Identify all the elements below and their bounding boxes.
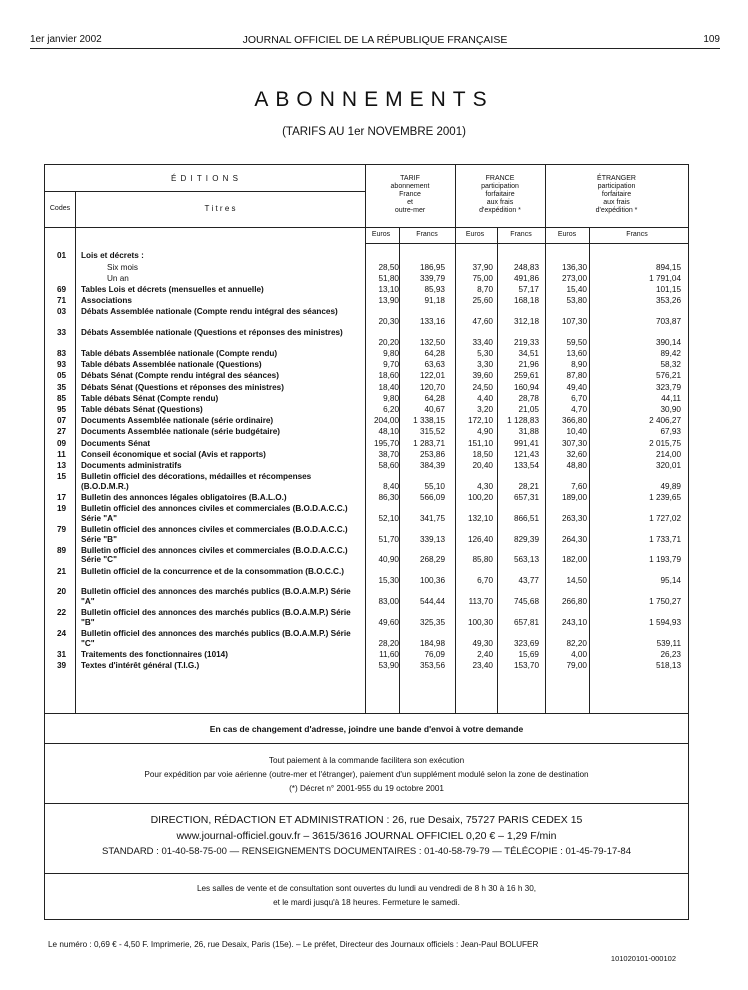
row-value: 339,13 <box>419 534 445 544</box>
row-title: Débats Assemblée nationale (Compte rendu intégral des séances) <box>81 307 338 317</box>
row-value: 4,90 <box>477 427 493 437</box>
editions-rule <box>45 191 365 192</box>
row-value: 539,11 <box>656 638 681 648</box>
row-value: 82,20 <box>566 638 587 648</box>
row-title: Débats Sénat (Questions et réponses des ministres) <box>81 382 284 392</box>
table-row <box>45 546 688 567</box>
row-value: 1 128,83 <box>507 416 539 426</box>
row-value: 160,94 <box>513 382 539 392</box>
row-value: 1 750,27 <box>649 596 681 606</box>
row-value: 51,70 <box>378 534 399 544</box>
row-value: 323,79 <box>655 382 681 392</box>
row-value: 195,70 <box>373 438 399 448</box>
etranger-header: ÉTRANGER participation forfaitaire aux frais d'expédition * <box>595 175 638 214</box>
row-value: 120,70 <box>419 382 445 392</box>
row-value: 64,28 <box>424 393 445 403</box>
row-title: Bulletin officiel de la concurrence et de la consommation (B.O.C.C.) <box>81 566 344 576</box>
row-value: 353,26 <box>655 296 681 306</box>
row-value: 126,40 <box>467 534 493 544</box>
row-value: 1 791,04 <box>649 273 681 283</box>
row-value: 64,28 <box>424 349 445 358</box>
codes-label: Codes <box>49 205 71 212</box>
row-value: 49,60 <box>378 617 399 627</box>
row-value: 268,29 <box>419 555 445 565</box>
row-value: 100,36 <box>419 576 445 586</box>
table-row <box>45 567 688 588</box>
row-value: 2 015,75 <box>649 438 681 448</box>
table-row <box>45 274 688 285</box>
row-value: 339,79 <box>419 273 445 283</box>
row-value: 184,98 <box>419 638 445 648</box>
row-value: 91,18 <box>424 296 445 306</box>
row-value: 30,90 <box>660 405 681 414</box>
row-value: 24,50 <box>472 382 493 392</box>
row-value: 59,50 <box>566 337 587 347</box>
row-value: 263,30 <box>561 513 587 523</box>
row-code: 33 <box>56 328 67 338</box>
row-value: 39,60 <box>472 371 493 381</box>
table-row <box>45 394 688 405</box>
row-value: 390,14 <box>655 337 681 347</box>
sales-line: Les salles de vente et de consultation sont ouvertes du lundi au vendredi de 8 h 30 à 16 h 30, <box>196 884 537 893</box>
row-value: 11,60 <box>379 649 399 659</box>
row-value: 48,10 <box>378 427 399 437</box>
row-value: 79,00 <box>566 661 587 670</box>
row-value: 43,77 <box>518 576 539 586</box>
currency-label: Euros <box>371 231 391 238</box>
row-code: 13 <box>56 461 67 470</box>
header-journal-title: JOURNAL OFFICIEL DE LA RÉPUBLIQUE FRANÇAISE <box>242 34 508 46</box>
row-value: 491,86 <box>513 273 539 283</box>
row-value: 18,60 <box>378 371 399 381</box>
row-value: 8,90 <box>571 360 587 370</box>
row-value: 259,61 <box>513 371 539 381</box>
row-code: 35 <box>56 382 67 392</box>
row-value: 15,30 <box>378 576 399 586</box>
row-value: 113,70 <box>468 596 493 606</box>
row-value: 253,86 <box>419 449 445 459</box>
row-value: 100,20 <box>467 493 493 502</box>
row-value: 6,20 <box>383 405 399 414</box>
row-code: 89 <box>56 545 67 555</box>
row-value: 13,90 <box>378 296 399 306</box>
direction-contact <box>44 804 689 874</box>
row-value: 214,00 <box>655 449 681 459</box>
table-row <box>45 349 688 360</box>
decree-reference: (*) Décret n° 2001-955 du 19 octobre 2001 <box>289 784 444 793</box>
row-value: 47,60 <box>472 316 493 326</box>
row-value: 151,10 <box>467 438 493 448</box>
row-code: 17 <box>56 493 67 502</box>
row-value: 266,80 <box>561 596 587 606</box>
row-value: 657,81 <box>513 617 539 627</box>
payment-info <box>44 744 689 804</box>
table-row <box>45 461 688 472</box>
row-value: 307,30 <box>561 438 587 448</box>
row-value: 8,70 <box>477 285 493 294</box>
website-line: www.journal-officiel.gouv.fr – 3615/3616 JOURNAL OFFICIEL 0,20 € – 1,29 F/min <box>176 830 557 842</box>
row-value: 219,33 <box>513 337 539 347</box>
table-row <box>45 427 688 438</box>
row-code: 95 <box>56 405 67 414</box>
row-value: 26,23 <box>660 649 681 659</box>
row-value: 49,89 <box>660 481 681 491</box>
row-value: 101,15 <box>655 285 681 294</box>
row-title: Bulletin officiel des annonces des marchés publics (B.O.A.M.P.) Série "A" <box>81 587 351 606</box>
row-value: 186,95 <box>419 262 445 272</box>
footer-text: Le numéro : 0,69 € - 4,50 F. Imprimerie, 26, rue Desaix, Paris (15e). – Le préfet, Directeur des Journaux officiels : Jean-Paul BOLUFER <box>48 940 539 949</box>
row-title: Documents Assemblée nationale (série ordinaire) <box>81 416 274 426</box>
row-value: 15,69 <box>518 649 539 659</box>
row-value: 23,40 <box>472 661 493 670</box>
row-value: 703,87 <box>655 316 681 326</box>
row-title: Un an <box>107 273 129 283</box>
direction-address: DIRECTION, RÉDACTION ET ADMINISTRATION : 26, rue Desaix, 75727 PARIS CEDEX 15 <box>150 814 583 826</box>
row-value: 248,83 <box>513 262 539 272</box>
row-value: 657,31 <box>513 493 539 502</box>
row-value: 6,70 <box>477 576 493 586</box>
tarif-header: TARIF abonnement France et outre-mer <box>390 175 430 214</box>
row-title: Bulletin officiel des décorations, médailles et récompenses (B.O.D.M.R.) <box>81 472 312 491</box>
row-code: 03 <box>56 307 67 317</box>
row-title: Associations <box>81 296 132 306</box>
row-title: Six mois <box>107 262 138 272</box>
row-title: Bulletin officiel des annonces civiles et commerciales (B.O.D.A.C.C.) Série "C" <box>81 545 348 565</box>
row-title: Bulletin officiel des annonces des marchés publics (B.O.A.M.P.) Série "C" <box>81 629 351 648</box>
row-value: 21,96 <box>518 360 539 370</box>
row-value: 85,93 <box>424 285 445 294</box>
row-value: 264,30 <box>561 534 587 544</box>
row-value: 31,88 <box>518 427 539 437</box>
row-value: 57,17 <box>518 285 539 294</box>
row-value: 21,05 <box>518 405 539 414</box>
row-value: 86,30 <box>378 493 399 502</box>
row-value: 48,80 <box>566 461 587 470</box>
row-value: 320,01 <box>655 461 681 470</box>
row-value: 87,80 <box>566 371 587 381</box>
row-value: 6,70 <box>571 393 587 403</box>
row-value: 189,00 <box>561 493 587 502</box>
row-code: 11 <box>57 449 66 459</box>
row-value: 4,00 <box>571 649 587 659</box>
row-code: 93 <box>56 360 67 370</box>
row-value: 32,60 <box>566 449 587 459</box>
table-row <box>45 504 688 525</box>
row-value: 4,30 <box>477 481 493 491</box>
row-value: 76,09 <box>424 649 445 659</box>
row-value: 14,50 <box>566 576 587 586</box>
row-value: 1 733,71 <box>649 534 681 544</box>
row-title: Tables Lois et décrets (mensuelles et annuelle) <box>81 285 264 294</box>
row-code: 39 <box>56 661 67 670</box>
row-value: 1 594,93 <box>649 617 681 627</box>
row-value: 3,20 <box>477 405 493 414</box>
table-row <box>45 296 688 307</box>
table-row <box>45 661 688 672</box>
row-value: 38,70 <box>378 449 399 459</box>
row-value: 172,10 <box>467 416 493 426</box>
table-row <box>45 263 688 274</box>
table-row <box>45 629 688 650</box>
row-title: Documents Sénat <box>81 438 151 448</box>
france-header: FRANCE participation forfaitaire aux frais d'expédition * <box>479 175 521 214</box>
row-value: 136,30 <box>561 262 587 272</box>
row-value: 33,40 <box>472 337 493 347</box>
row-value: 53,90 <box>378 661 399 670</box>
row-value: 1 727,02 <box>649 513 681 523</box>
phone-line: STANDARD : 01-40-58-75-00 — RENSEIGNEMENTS DOCUMENTAIRES : 01-40-58-79-79 — TÉLÉCOPIE : 01-45-79-17-84 <box>101 846 631 857</box>
row-value: 51,80 <box>378 273 399 283</box>
row-value: 53,80 <box>566 296 587 306</box>
row-value: 58,32 <box>660 360 681 370</box>
row-value: 10,40 <box>566 427 587 437</box>
row-value: 3,30 <box>477 360 493 370</box>
row-value: 52,10 <box>378 513 399 523</box>
table-row <box>45 650 688 661</box>
row-value: 866,51 <box>513 513 539 523</box>
row-value: 9,70 <box>383 360 399 370</box>
row-value: 153,70 <box>513 661 539 670</box>
row-code: 05 <box>56 371 67 381</box>
row-title: Bulletin des annonces légales obligatoires (B.A.L.O.) <box>81 493 287 502</box>
table-row <box>45 587 688 608</box>
table-row <box>45 251 688 263</box>
row-code: 83 <box>56 349 67 358</box>
row-code: 01 <box>56 251 67 260</box>
row-value: 1 193,79 <box>649 555 681 565</box>
page-subtitle: (TARIFS AU 1er NOVEMBRE 2001) <box>282 126 466 138</box>
row-title: Documents Assemblée nationale (série budgétaire) <box>81 427 280 437</box>
row-code: 07 <box>56 416 67 426</box>
row-title: Table débats Sénat (Questions) <box>81 405 203 414</box>
row-value: 95,14 <box>660 576 681 586</box>
page-footer <box>48 940 676 963</box>
row-value: 40,67 <box>424 405 445 414</box>
row-value: 544,44 <box>419 596 445 606</box>
row-value: 366,80 <box>561 416 587 426</box>
row-title: Bulletin officiel des annonces civiles et commerciales (B.O.D.A.C.C.) Série "B" <box>81 525 348 544</box>
row-value: 58,60 <box>378 461 399 470</box>
address-change-notice: En cas de changement d'adresse, joindre une bande d'envoi à votre demande <box>44 714 689 744</box>
titres-label: T i t r e s <box>204 204 236 213</box>
row-title: Débats Sénat (Compte rendu intégral des séances) <box>81 371 279 381</box>
row-value: 991,41 <box>513 438 539 448</box>
row-value: 121,43 <box>513 449 539 459</box>
row-value: 132,10 <box>467 513 493 523</box>
row-value: 1 338,15 <box>413 416 445 426</box>
row-value: 44,11 <box>661 393 681 403</box>
row-value: 28,78 <box>518 393 539 403</box>
row-title: Table débats Assemblée nationale (Questions) <box>81 360 262 370</box>
payment-line: Pour expédition par voie aérienne (outre-mer et l'étranger), paiement d'un supplément modulé selon la zone de destination <box>144 770 589 779</box>
row-value: 83,00 <box>378 596 399 606</box>
row-title: Débats Assemblée nationale (Questions et réponses des ministres) <box>81 328 343 338</box>
row-value: 566,09 <box>419 493 445 502</box>
row-value: 315,52 <box>419 427 445 437</box>
row-code: 09 <box>56 438 67 448</box>
row-value: 1 283,71 <box>413 438 445 448</box>
currency-label: Francs <box>510 231 532 238</box>
row-value: 273,00 <box>561 273 587 283</box>
sales-hours <box>44 874 689 920</box>
row-value: 34,51 <box>518 349 539 358</box>
row-code: 79 <box>56 525 67 534</box>
row-value: 204,00 <box>373 416 399 426</box>
row-value: 55,10 <box>424 481 445 491</box>
row-value: 13,10 <box>378 285 399 294</box>
row-value: 28,20 <box>378 638 399 648</box>
row-value: 28,21 <box>518 481 539 491</box>
row-value: 2,40 <box>477 649 493 659</box>
row-value: 122,01 <box>419 371 445 381</box>
table-row <box>45 525 688 546</box>
payment-line: Tout paiement à la commande facilitera son exécution <box>268 756 465 765</box>
row-value: 18,40 <box>378 382 399 392</box>
row-value: 28,50 <box>378 262 399 272</box>
row-code: 24 <box>56 629 67 638</box>
row-value: 75,00 <box>472 273 493 283</box>
row-code: 19 <box>56 504 67 514</box>
header-date: 1er janvier 2002 <box>30 34 102 45</box>
row-code: 22 <box>56 608 67 618</box>
row-value: 132,50 <box>419 337 445 347</box>
table-row <box>45 439 688 450</box>
row-value: 323,69 <box>513 638 539 648</box>
row-value: 576,21 <box>655 371 681 381</box>
row-value: 20,40 <box>472 461 493 470</box>
row-code: 20 <box>56 587 67 597</box>
row-value: 243,10 <box>561 617 587 627</box>
header-rule <box>45 227 688 228</box>
row-value: 100,30 <box>467 617 493 627</box>
row-value: 829,39 <box>513 534 539 544</box>
currency-label: Euros <box>465 231 485 238</box>
row-value: 67,93 <box>660 427 681 437</box>
row-value: 4,70 <box>571 405 587 414</box>
row-title: Table débats Sénat (Compte rendu) <box>81 393 219 403</box>
row-title: Bulletin officiel des annonces civiles et commerciales (B.O.D.A.C.C.) Série "A" <box>81 504 348 523</box>
row-title: Table débats Assemblée nationale (Compte rendu) <box>81 349 278 358</box>
row-code: 21 <box>56 566 67 576</box>
table-row <box>45 285 688 296</box>
row-value: 107,30 <box>561 316 587 326</box>
sales-line: et le mardi jusqu'à 18 heures. Fermeture le samedi. <box>273 898 460 907</box>
row-value: 85,80 <box>472 555 493 565</box>
row-value: 13,60 <box>566 349 587 358</box>
table-row <box>45 608 688 629</box>
row-value: 133,54 <box>513 461 539 470</box>
table-row <box>45 472 688 493</box>
page-number: 109 <box>703 34 720 45</box>
row-value: 89,42 <box>660 349 681 358</box>
tariff-table <box>44 164 689 714</box>
row-code: 31 <box>56 649 67 659</box>
row-value: 894,15 <box>655 262 681 272</box>
table-row <box>45 416 688 427</box>
row-value: 18,50 <box>472 449 493 459</box>
row-value: 133,16 <box>419 316 445 326</box>
row-value: 168,18 <box>513 296 539 306</box>
currency-label: Francs <box>626 231 648 238</box>
table-row <box>45 371 688 382</box>
row-title: Documents administratifs <box>81 461 182 470</box>
row-value: 563,13 <box>513 555 539 565</box>
row-value: 4,40 <box>477 393 493 403</box>
row-value: 49,30 <box>472 638 493 648</box>
row-value: 9,80 <box>383 393 399 403</box>
table-row <box>45 450 688 461</box>
row-title: Lois et décrets : <box>81 251 144 260</box>
row-value: 37,90 <box>472 262 493 272</box>
row-value: 9,80 <box>383 349 399 358</box>
editions-label: É D I T I O N S <box>170 174 240 183</box>
row-value: 63,63 <box>424 360 445 370</box>
row-title: Conseil économique et social (Avis et rapports) <box>81 449 266 459</box>
row-value: 341,75 <box>419 513 445 523</box>
row-value: 8,40 <box>383 481 399 491</box>
currency-label: Euros <box>557 231 577 238</box>
row-title: Bulletin officiel des annonces des marchés publics (B.O.A.M.P.) Série "B" <box>81 608 351 627</box>
table-row <box>45 405 688 416</box>
row-value: 20,20 <box>378 337 399 347</box>
row-code: 69 <box>56 285 67 294</box>
currency-label: Francs <box>416 231 438 238</box>
row-value: 2 406,27 <box>649 416 681 426</box>
row-code: 85 <box>56 393 67 403</box>
running-header <box>30 34 720 49</box>
table-row <box>45 307 688 328</box>
row-value: 7,60 <box>571 481 587 491</box>
table-row <box>45 493 688 504</box>
footer-reference: 101020101-000102 <box>610 954 676 963</box>
row-value: 20,30 <box>378 316 399 326</box>
row-value: 312,18 <box>513 316 539 326</box>
currency-rule <box>365 243 688 244</box>
row-title: Textes d'intérêt général (T.I.G.) <box>81 661 200 670</box>
page-title: ABONNEMENTS <box>254 88 494 111</box>
row-code: 15 <box>56 472 67 482</box>
row-value: 1 239,65 <box>649 493 681 502</box>
row-value: 518,13 <box>655 661 681 670</box>
row-value: 40,90 <box>378 555 399 565</box>
row-code: 71 <box>56 296 67 306</box>
row-value: 5,30 <box>477 349 493 358</box>
table-row <box>45 360 688 371</box>
row-value: 745,68 <box>513 596 539 606</box>
table-row <box>45 383 688 394</box>
row-value: 353,56 <box>419 661 445 670</box>
row-code: 27 <box>56 427 67 437</box>
row-value: 384,39 <box>419 461 445 470</box>
table-row <box>45 328 688 349</box>
row-value: 49,40 <box>566 382 587 392</box>
row-value: 25,60 <box>472 296 493 306</box>
row-value: 182,00 <box>561 555 587 565</box>
row-title: Traitements des fonctionnaires (1014) <box>81 649 228 659</box>
row-value: 325,35 <box>419 617 445 627</box>
row-value: 15,40 <box>566 285 587 294</box>
